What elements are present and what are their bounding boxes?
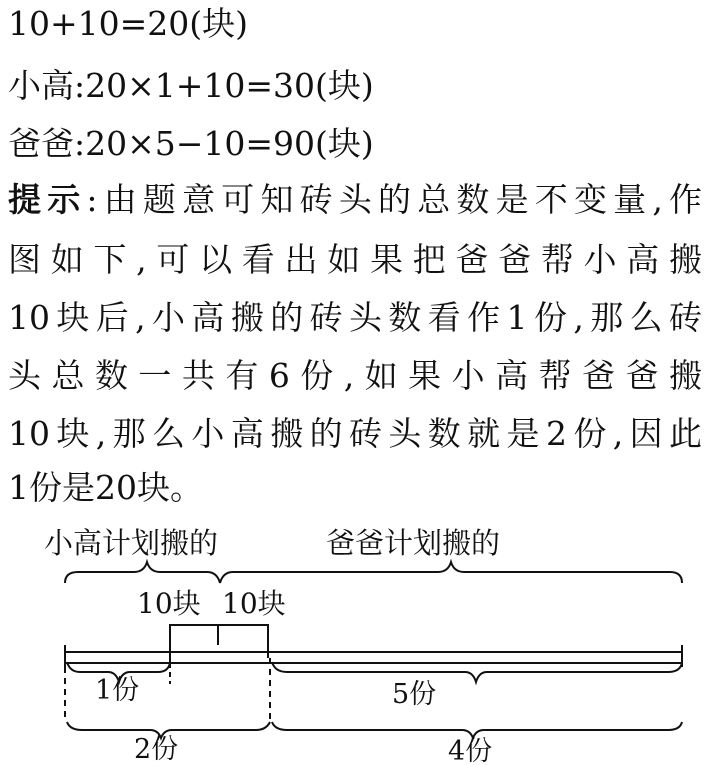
label-2fen: 2份	[134, 734, 179, 765]
brace-baba-plan	[220, 562, 682, 583]
label-10kuai-a: 10块	[137, 587, 201, 620]
equation-total-line: 10+10=20(块)	[8, 4, 249, 43]
label-1fen: 1份	[95, 675, 140, 706]
label-10kuai-b: 10块	[222, 587, 286, 620]
bracket-10kuai-left	[170, 625, 218, 663]
hint-label: 提示	[8, 180, 87, 219]
equation-xiaogao-line: 小高:20×1+10=30(块)	[8, 66, 374, 105]
brace-xiaogao-plan	[65, 562, 220, 583]
hint-line-4: 头总数一共有6份,如果小高帮爸爸搬	[8, 356, 702, 395]
label-5fen: 5份	[392, 679, 437, 710]
hint-line-5: 10块,那么小高搬的砖头数就是2份,因此	[8, 414, 702, 453]
hint-line-6: 1份是20块。	[8, 468, 203, 507]
label-baba-plan: 爸爸计划搬的	[326, 526, 501, 560]
hint-line-3: 10块后,小高搬的砖头数看作1份,那么砖	[8, 298, 702, 337]
label-xiaogao-plan: 小高计划搬的	[44, 526, 219, 560]
label-4fen: 4份	[448, 736, 493, 765]
brace-5fen	[272, 662, 682, 682]
equation-baba-line: 爸爸:20×5−10=90(块)	[8, 124, 374, 163]
hint-line-2: 图如下,可以看出如果把爸爸帮小高搬	[8, 240, 702, 279]
hint-text-1: :由题意可知砖头的总数是不变量,作	[86, 180, 703, 219]
bracket-10kuai-right	[218, 625, 268, 658]
